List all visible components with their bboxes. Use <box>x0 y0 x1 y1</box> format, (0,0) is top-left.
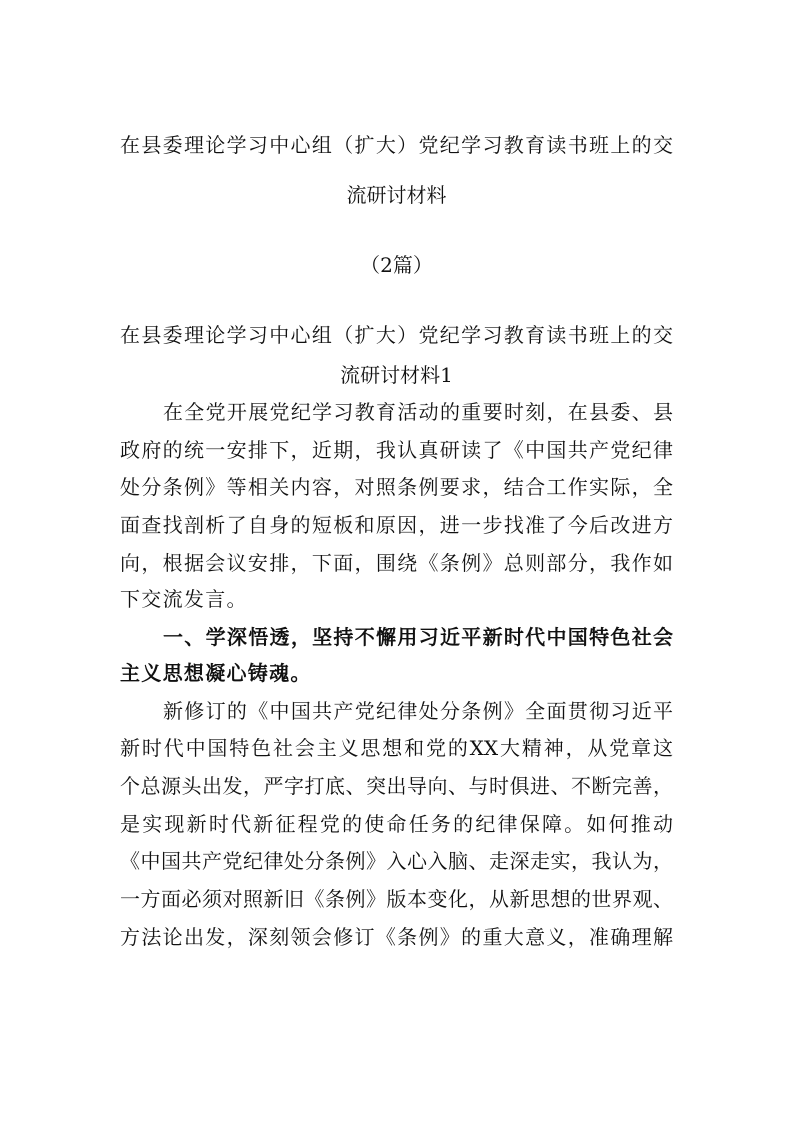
paragraph-2-line: 是实现新时代新征程党的使命任务的纪律保障。如何推动 <box>120 812 673 836</box>
paragraph-1-line: 向，根据会议安排，下面，围绕《条例》总则部分，我作如 <box>120 551 673 575</box>
paragraph-2-line: 《中国共产党纪律处分条例》入心入脑、走深走实，我认为， <box>120 849 673 873</box>
article-count: （2篇） <box>360 253 433 277</box>
paragraph-1-line: 处分条例》等相关内容，对照条例要求，结合工作实际，全 <box>120 475 673 499</box>
paragraph-1-line: 下交流发言。 <box>120 587 248 611</box>
article-title-line-1: 在县委理论学习中心组（扩大）党纪学习教育读书班上的交 <box>120 323 673 347</box>
document-title-line-1: 在县委理论学习中心组（扩大）党纪学习教育读书班上的交 <box>120 133 673 157</box>
paragraph-1-line: 在全党开展党纪学习教育活动的重要时刻，在县委、县 <box>163 400 673 424</box>
section-1-heading-line: 主义思想凝心铸魂。 <box>120 661 312 685</box>
paragraph-2-line: 方法论出发，深刻领会修订《条例》的重大意义，准确理解 <box>120 925 673 949</box>
section-1-heading-line: 一、学深悟透，坚持不懈用习近平新时代中国特色社会 <box>163 625 673 649</box>
document-title-line-2: 流研讨材料 <box>346 183 447 207</box>
paragraph-2-line: 新修订的《中国共产党纪律处分条例》全面贯彻习近平 <box>163 699 673 723</box>
paragraph-2-line: 个总源头出发，严字打底、突出导向、与时俱进、不断完善， <box>120 774 673 798</box>
paragraph-2-line: 新时代中国特色社会主义思想和党的XX大精神，从党章这 <box>120 736 673 760</box>
paragraph-1-line: 面查找剖析了自身的短板和原因，进一步找准了今后改进方 <box>120 513 673 537</box>
paragraph-2-line: 一方面必须对照新旧《条例》版本变化，从新思想的世界观、 <box>120 887 673 911</box>
article-title-line-2: 流研讨材料1 <box>340 363 453 387</box>
paragraph-1-line: 政府的统一安排下，近期，我认真研读了《中国共产党纪律 <box>120 438 673 462</box>
